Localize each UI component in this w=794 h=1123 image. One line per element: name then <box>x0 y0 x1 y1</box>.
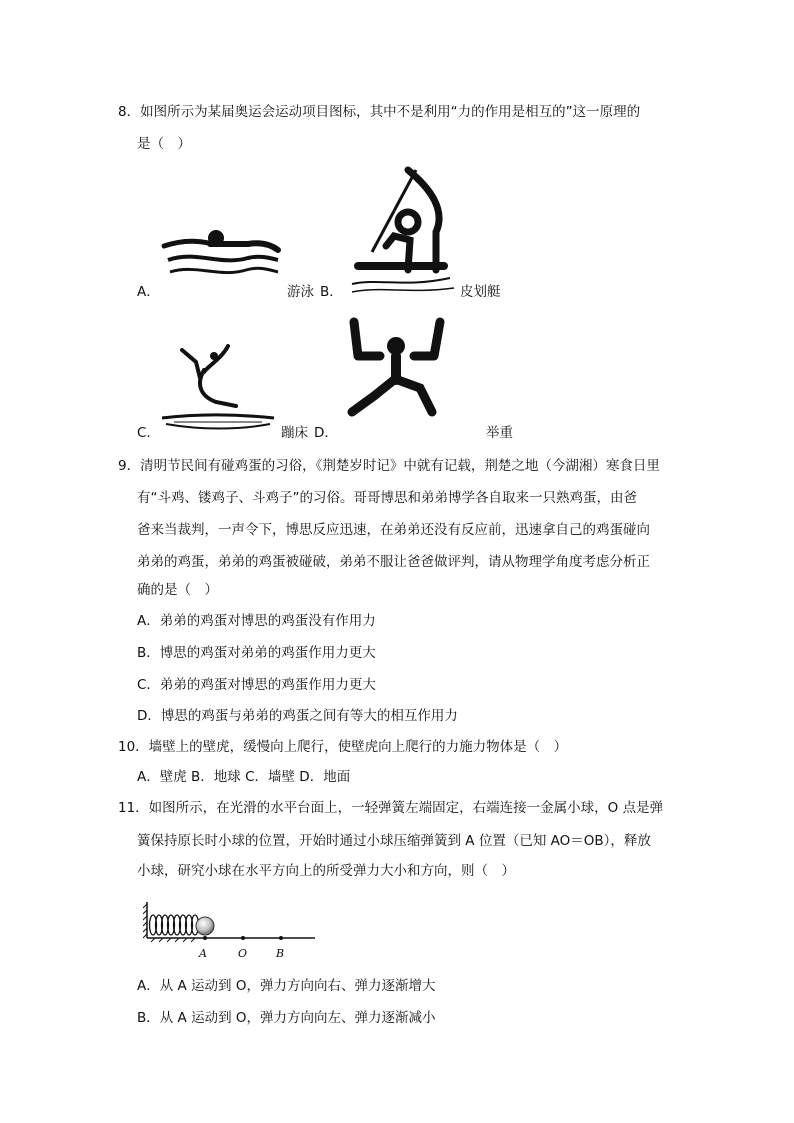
q8-option-b-letter: B． <box>320 284 343 300</box>
q11-stem-line3: 小球，研究小球在水平方向上的所受弹力大小和方向，则（ ） <box>137 863 515 879</box>
q9-stem-line1: 9．清明节民间有碰鸡蛋的习俗，《荆楚岁时记》中就有记载，荆楚之地（今湖湘）寒食日里 <box>118 458 660 474</box>
point-b-label: B <box>276 947 285 960</box>
q11-option-a: A．从 A 运动到 O，弹力方向向右、弹力逐渐增大 <box>137 978 436 994</box>
q9-option-b: B．博思的鸡蛋对弟弟的鸡蛋作用力更大 <box>137 645 376 661</box>
spring-ball-diagram <box>143 900 319 964</box>
q8-option-c-letter: C． <box>137 425 160 441</box>
q8-option-d-letter: D． <box>314 425 338 441</box>
swimming-pictogram <box>160 224 286 288</box>
q9-stem-line4: 弟弟的鸡蛋，弟弟的鸡蛋被碰破，弟弟不服让爸爸做评判，请从物理学角度考虑分析正 <box>137 554 650 570</box>
weightlifting-pictogram <box>344 316 450 420</box>
q9-option-d: D．博思的鸡蛋与弟弟的鸡蛋之间有等大的相互作用力 <box>137 708 458 724</box>
q9-stem-line3: 爸来当裁判，一声令下，博思反应迅速，在弟弟还没有反应前，迅速拿自己的鸡蛋碰向 <box>137 522 650 538</box>
q9-option-a: A．弟弟的鸡蛋对博思的鸡蛋没有作用力 <box>137 613 376 629</box>
q10-stem: 10．墙壁上的壁虎，缓慢向上爬行，使壁虎向上爬行的力施力物体是（ ） <box>118 739 568 755</box>
trampoline-pictogram <box>156 344 280 434</box>
q9-stem-line5: 确的是（ ） <box>137 582 218 598</box>
q8-stem-line2: 是（ ） <box>137 136 191 152</box>
q9-stem-line2: 有“斗鸡、镂鸡子、斗鸡子”的习俗。哥哥博思和弟弟博学各自取来一只熟鸡蛋，由爸 <box>137 490 637 506</box>
q11-stem-line2: 簧保持原长时小球的位置，开始时通过小球压缩弹簧到 A 位置（已知 AO＝OB），释放 <box>137 833 651 849</box>
q10-options: A．壁虎 B．地球 C．墙壁 D．地面 <box>137 769 351 785</box>
canoe-pictogram <box>350 166 460 296</box>
point-o-label: O <box>238 947 248 960</box>
q11-option-b: B．从 A 运动到 O，弹力方向向左、弹力逐渐减小 <box>137 1010 436 1026</box>
q8-option-d-label: 举重 <box>486 425 513 441</box>
q8-option-b-label: 皮划艇 <box>460 284 501 300</box>
q8-stem-line1: 8．如图所示为某届奥运会运动项目图标，其中不是利用“力的作用是相互的”这一原理的 <box>118 104 641 120</box>
q11-stem-line1: 11．如图所示，在光滑的水平台面上，一轻弹簧左端固定，右端连接一金属小球，O 点是弹 <box>118 800 664 816</box>
q9-option-c: C．弟弟的鸡蛋对博思的鸡蛋作用力更大 <box>137 677 376 693</box>
q8-option-a-label: 游泳 <box>287 284 314 300</box>
q8-option-a-letter: A． <box>137 284 160 300</box>
point-a-label: A <box>199 947 207 960</box>
q8-option-c-label: 蹦床 <box>281 425 308 441</box>
